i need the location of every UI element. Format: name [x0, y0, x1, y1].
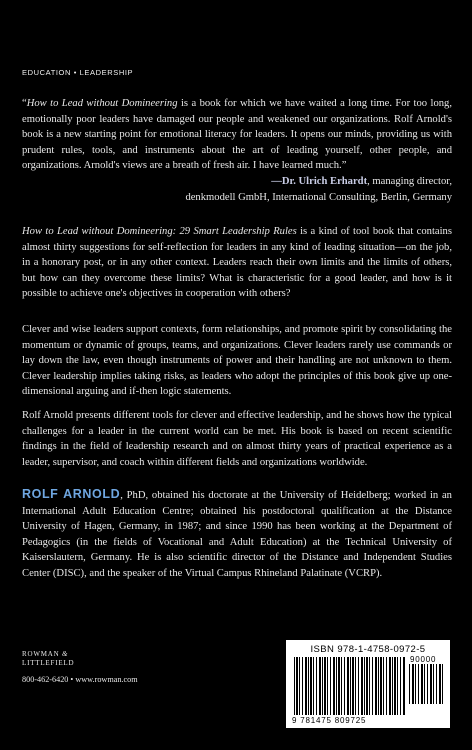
- quote-attribution: [22, 174, 452, 205]
- quote-text: is a book for which we have waited a long time. For too long, emotionally poor leaders have damaged our people and weakened our organizations. Rolf Arnold's book is a new starting point for emotional literacy for leaders. It opens our minds, providing us with prudent rules, tools, and instruments about the art of leading yourself, other people, and organizations. Arnold's views are a breath of fresh air. I have learned much.”: [22, 98, 452, 172]
- publisher-line-1: ROWMAN: [22, 650, 60, 658]
- isbn-text: ISBN 978-1-4758-0972-5: [310, 644, 426, 655]
- isbn-barcode: [286, 640, 450, 728]
- author-bio-text: , PhD, obtained his doctorate at the University of Heidelberg; worked in an International Adult Education Centre; obtained his postdoctoral qualification at the Distance University of Hagen, Germany, in 1987; and since 1990 has been working at the Department of Pedagogics (in the fields of Vocational and Adult Education) at the Technical University of Kaiserslautern, Germany. He is also scientific director of the Distance and Independent Studies Center (DISC), and the speaker of the Virtual Campus Rhineland Palatinate (VCRP).: [22, 490, 452, 579]
- author-bio: [22, 487, 452, 582]
- attribution-role: , managing director,: [367, 175, 452, 187]
- barcode-number: 9 781475 809725: [292, 716, 367, 725]
- description-paragraph-2: Clever and wise leaders support contexts, form relationships, and promote spirit by consolidating the momentum or dynamic of groups, teams, and organizations. Clever leaders rarely use commands or lay down the law, even though instruments of power and their handling are not unknown to them. Clever leadership implies taking risks, as leaders who adopt the principles of this book give up one-dimensional arguing and if-then logic statements.: [22, 324, 452, 398]
- attribution-name: —Dr. Ulrich Erhardt: [271, 175, 368, 187]
- publisher-ampersand: &: [62, 650, 69, 658]
- author-name: ROLF ARNOLD: [22, 487, 121, 501]
- quote-open-mark: “: [22, 98, 27, 109]
- category-label: EDUCATION • LEADERSHIP: [22, 68, 134, 77]
- description-paragraph-3: Rolf Arnold presents different tools for clever and effective leadership, and he shows how the typical challenges for a leader in the current world can be met. His book is based on recent scientific findings in the field of leadership research and on almost thirty years of practical experience as a leader, supervisor, and coach within different fields and organizations worldwide.: [22, 410, 452, 468]
- book-full-title: How to Lead without Domineering: 29 Smart Leadership Rules: [22, 226, 297, 237]
- description-paragraph-1: [22, 224, 452, 302]
- endorsement-quote: [22, 96, 452, 205]
- publisher-line-2: LITTLEFIELD: [22, 658, 75, 667]
- quote-book-title: How to Lead without Domineering: [26, 98, 178, 109]
- paragraph-1-text: is a kind of tool book that contains almost thirty suggestions for self-reflection for leaders in any kind of leading situation—on the job, in a honorary post, or in any other context. Leaders reach their own limits and the limits of others, but how can they overcome these limits? What is characteristic for a good leader, and how is it possible to achieve one's objectives in cooperation with others?: [22, 226, 452, 300]
- price-barcode-bars: [409, 664, 443, 704]
- attribution-org: denkmodell GmbH, International Consulting, Berlin, Germany: [185, 191, 452, 203]
- barcode-bars: [294, 657, 406, 715]
- price-code: 90000: [410, 655, 437, 664]
- publisher-logo: [22, 650, 74, 667]
- publisher-contact: 800-462-6420 • www.rowman.com: [22, 675, 138, 684]
